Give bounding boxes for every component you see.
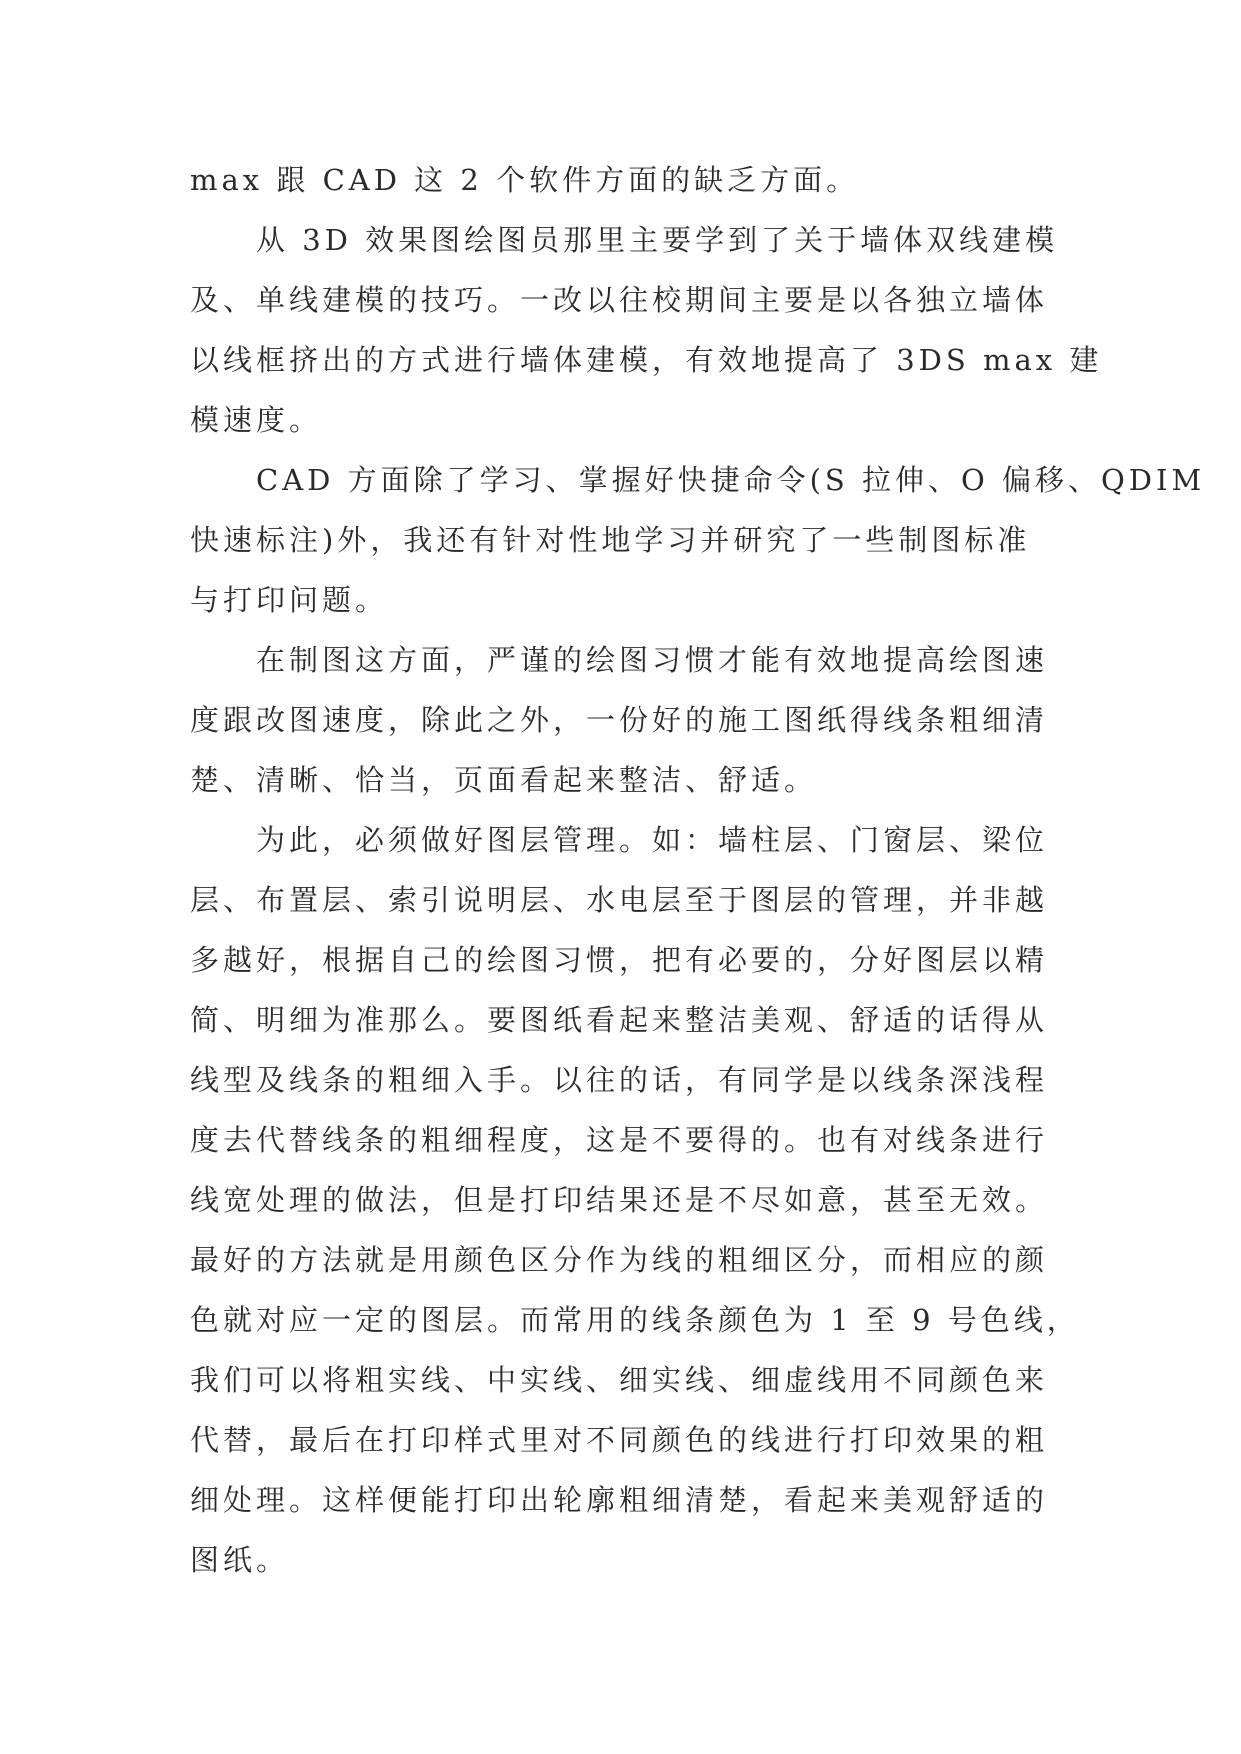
text-line: 与打印问题。 (190, 583, 389, 617)
text-line: 及、单线建模的技巧。一改以往校期间主要是以各独立墙体 (190, 283, 1049, 317)
text-line: 快速标注)外，我还有针对性地学习并研究了一些制图标准 (190, 523, 1031, 557)
text-line: 度去代替线条的粗细程度，这是不要得的。也有对线条进行 (190, 1123, 1049, 1157)
text-line: max 跟 CAD 这 2 个软件方面的缺乏方面。 (190, 163, 860, 197)
text-line: 楚、清晰、恰当，页面看起来整洁、舒适。 (190, 763, 818, 797)
body-text (190, 150, 1206, 1590)
text-line: 以线框挤出的方式进行墙体建模，有效地提高了 3DS max 建 (190, 343, 1103, 377)
paragraph-first-line: 从 3D 效果图绘图员那里主要学到了关于墙体双线建模 (256, 223, 1059, 257)
text-line: 模速度。 (190, 403, 323, 437)
text-line: 细处理。这样便能打印出轮廓粗细清楚，看起来美观舒适的 (190, 1483, 1049, 1517)
text-line: 度跟改图速度，除此之外，一份好的施工图纸得线条粗细清 (190, 703, 1049, 737)
text-line: 线宽处理的做法，但是打印结果还是不尽如意，甚至无效。 (190, 1183, 1049, 1217)
text-line: 多越好，根据自己的绘图习惯，把有必要的，分好图层以精 (190, 943, 1049, 977)
text-line: 层、布置层、索引说明层、水电层至于图层的管理，并非越 (190, 883, 1049, 917)
text-line: 最好的方法就是用颜色区分作为线的粗细区分，而相应的颜 (190, 1243, 1049, 1277)
paragraph-first-line: CAD 方面除了学习、掌握好快捷命令(S 拉伸、O 偏移、QDIM (256, 463, 1206, 497)
text-line: 图纸。 (190, 1543, 290, 1577)
paragraph-first-line: 在制图这方面，严谨的绘图习惯才能有效地提高绘图速 (256, 643, 1049, 677)
text-line: 简、明细为准那么。要图纸看起来整洁美观、舒适的话得从 (190, 1003, 1049, 1037)
text-line: 色就对应一定的图层。而常用的线条颜色为 1 至 9 号色线， (190, 1303, 1080, 1337)
text-line: 我们可以将粗实线、中实线、细实线、细虚线用不同颜色来 (190, 1363, 1049, 1397)
paragraph-first-line: 为此，必须做好图层管理。如：墙柱层、门窗层、梁位 (256, 823, 1049, 857)
text-line: 代替，最后在打印样式里对不同颜色的线进行打印效果的粗 (190, 1423, 1049, 1457)
text-line: 线型及线条的粗细入手。以往的话，有同学是以线条深浅程 (190, 1063, 1049, 1097)
